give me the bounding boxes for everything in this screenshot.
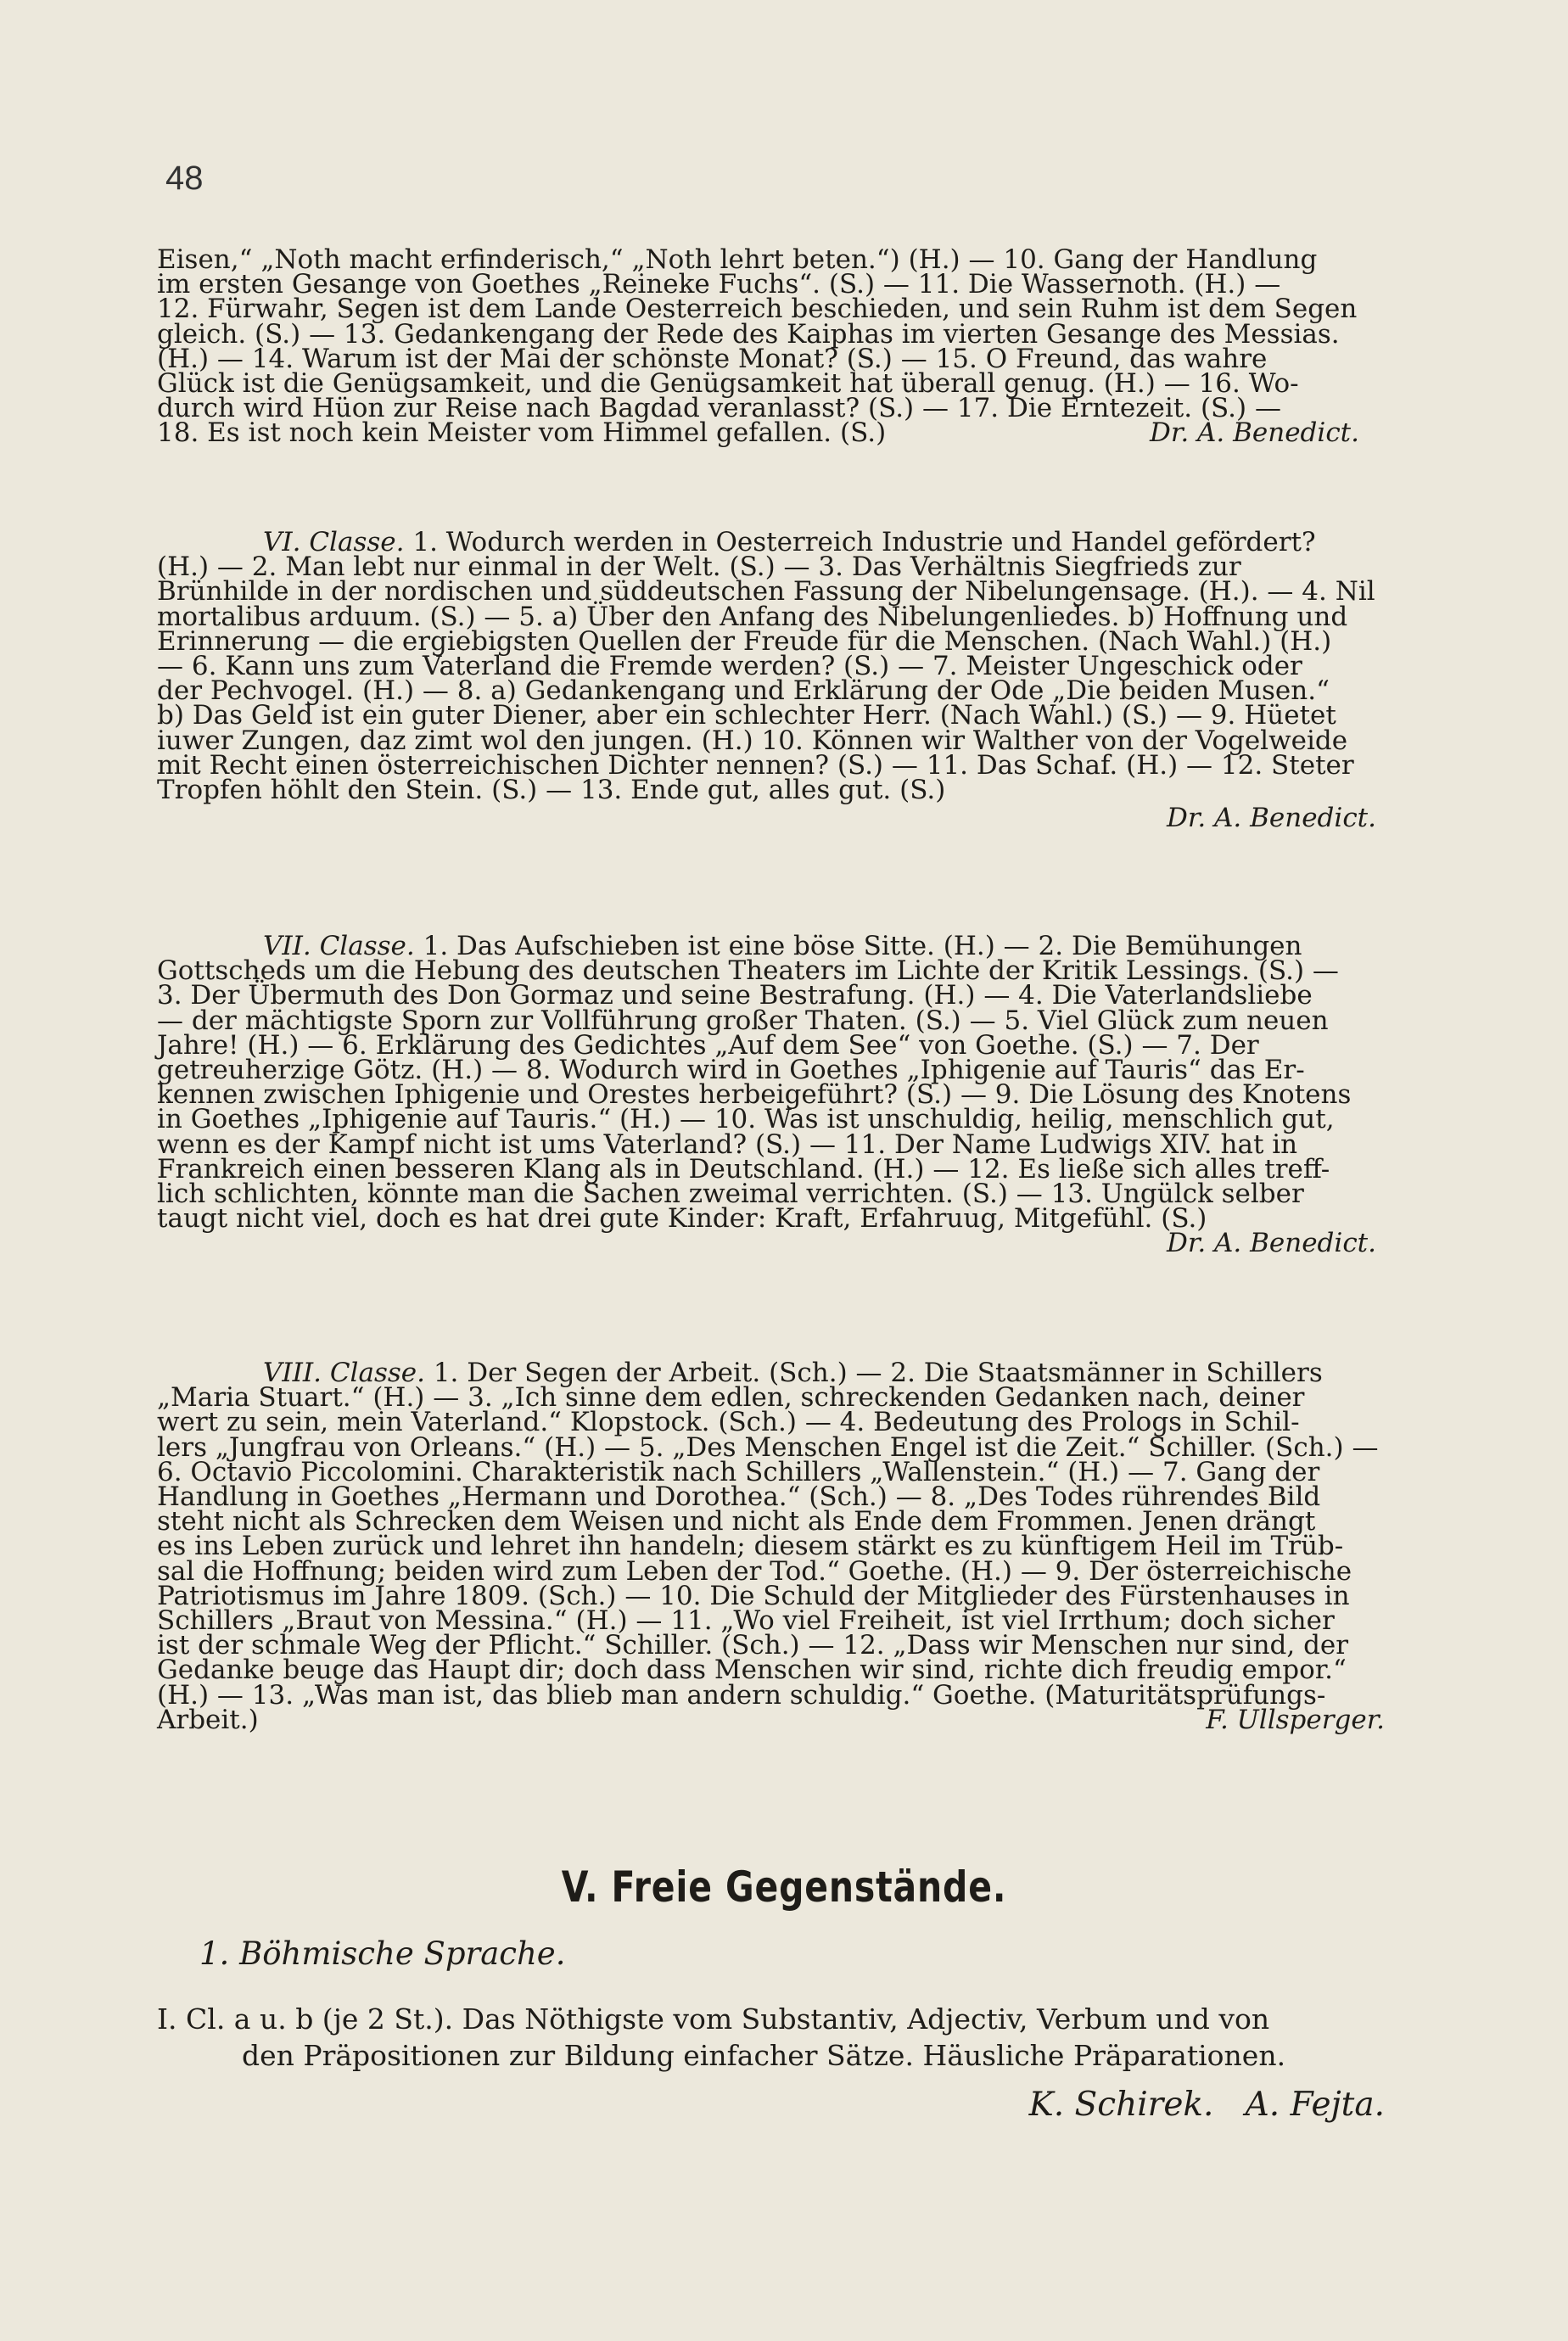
text-line-content: Arbeit.) <box>157 1704 259 1735</box>
text-line: Eisen,“ „Noth macht erfinderisch,“ „Noth lehrt beten.“) (H.) — 10. Gang der Handlung <box>157 244 1318 275</box>
text-line <box>157 1704 1419 1735</box>
essay-list-vi-classe <box>157 527 1419 834</box>
text-line: Erinnerung — die ergiebigsten Quellen der Freude für die Menschen. (Nach Wahl.) (H.) <box>157 625 1332 657</box>
text-line: Gottscheds um die Hebung des deutschen Theaters im Lichte der Kritik Lessings. (S.) — <box>157 955 1339 987</box>
text-line: lich schlichten, könnte man die Sachen zweimal verrichten. (S.) — 13. Ungülck selber <box>157 1179 1304 1210</box>
class-label: VII. Classe. <box>263 931 415 961</box>
teacher-signature: Dr. A. Benedict. <box>1150 417 1359 449</box>
class-label: VIII. Classe. <box>263 1358 425 1388</box>
text-line: Tropfen höhlt den Stein. (S.) — 13. Ende gut, alles gut. (S.) <box>157 775 946 806</box>
text-line: der Pechvogel. (H.) — 8. a) Gedankengang und Erklärung der Ode „Die beiden Musen.“ <box>157 675 1330 707</box>
text-line: mortalibus arduum. (S.) — 5. a) Über den Anfang des Nibelungenliedes. b) Hoffnung und <box>157 601 1348 632</box>
teacher-signature: F. Ullsperger. <box>1206 1704 1385 1735</box>
text-line: es ins Leben zurück und lehret ihn handeln; diesem stärkt es zu künftigem Heil im Trüb- <box>157 1531 1344 1562</box>
text-line: Schillers „Braut von Messina.“ (H.) — 11. „Wo viel Freiheit, ist viel Irrthum; doch sicher <box>157 1605 1335 1637</box>
teacher-signature: Dr. A. Benedict. <box>1167 1228 1376 1259</box>
text-line: „Maria Stuart.“ (H.) — 3. „Ich sinne dem edlen, schreckenden Gedanken nach, deiner <box>157 1382 1305 1414</box>
text-line: 12. Fürwahr, Segen ist dem Lande Oesterreich beschieden, und sein Ruhm ist dem Segen <box>157 294 1358 325</box>
text-line: getreuherzige Götz. (H.) — 8. Wodurch wird in Goethes „Iphigenie auf Tauris“ das Er- <box>157 1055 1305 1086</box>
text-line: steht nicht als Schrecken dem Weisen und nicht als Ende dem Frommen. Jenen drängt <box>157 1506 1316 1537</box>
text-line: Patriotismus im Jahre 1809. (Sch.) — 10. Die Schuld der Mitglieder des Fürstenhauses in <box>157 1580 1350 1611</box>
teacher-signature: Dr. A. Benedict. <box>1167 803 1376 834</box>
text-line: b) Das Geld ist ein guter Diener, aber ein schlechter Herr. (Nach Wahl.) (S.) — 9. Hüetet <box>157 700 1336 731</box>
text-line: Jahre! (H.) — 6. Erklärung des Gedichtes „Auf dem See“ von Goethe. (S.) — 7. Der <box>157 1029 1259 1061</box>
text-line-content: 18. Es ist noch kein Meister vom Himmel gefallen. (S.) <box>157 417 887 449</box>
class-label: VI. Classe. <box>263 527 405 557</box>
essay-list-viii-classe <box>157 1358 1419 1735</box>
text-line: 6. Octavio Piccolomini. Charakteristik nach Schillers „Wallenstein.“ (H.) — 7. Gang der <box>157 1456 1320 1487</box>
text-line <box>157 417 1419 449</box>
text-line: Frankreich einen besseren Klang als in Deutschland. (H.) — 12. Es ließe sich alles treff- <box>157 1153 1330 1185</box>
essay-list-v-classe-continued <box>157 244 1419 449</box>
text-line: — 6. Kann uns zum Vaterland die Fremde werden? (S.) — 7. Meister Ungeschick oder <box>157 651 1302 682</box>
page-number: 48 <box>165 160 204 197</box>
text-line: I. Cl. a u. b (je 2 St.). Das Nöthigste vom Substantiv, Adjectiv, Verbum und von <box>157 2002 1270 2036</box>
text-line-content: 1. Wodurch werden in Oesterreich Industrie und Handel gefördert? <box>412 527 1316 557</box>
text-line: Brünhilde in der nordischen und süddeutschen Fassung der Nibelungensage. (H.). — 4. Nil <box>157 576 1375 608</box>
text-line: (H.) — 14. Warum ist der Mai der schönste Monat? (S.) — 15. O Freund, das wahre <box>157 343 1268 374</box>
text-line: ist der schmale Weg der Pflicht.“ Schiller. (Sch.) — 12. „Dass wir Menschen nur sind, der <box>157 1630 1349 1661</box>
text-line-content: 1. Der Segen der Arbeit. (Sch.) — 2. Die Staatsmänner in Schillers <box>433 1358 1323 1388</box>
text-line: im ersten Gesange von Goethes „Reineke Fuchs“. (S.) — 11. Die Wassernoth. (H.) — <box>157 269 1281 300</box>
teacher-signature: K. Schirek. A. Fejta. <box>1028 2086 1385 2124</box>
text-line: (H.) — 2. Man lebt nur einmal in der Welt. (S.) — 3. Das Verhältnis Siegfrieds zur <box>157 552 1241 583</box>
text-line: Handlung in Goethes „Hermann und Dorothea.“ (Sch.) — 8. „Des Todes rührendes Bild <box>157 1481 1321 1513</box>
text-line: mit Recht einen österreichischen Dichter nennen? (S.) — 11. Das Schaf. (H.) — 12. Steter <box>157 749 1354 781</box>
text-line: iuwer Zungen, daz zimt wol den jungen. (H.) 10. Können wir Walther von der Vogelweide <box>157 725 1348 756</box>
text-line: durch wird Hüon zur Reise nach Bagdad veranlasst? (S.) — 17. Die Erntezeit. (S.) — <box>157 393 1281 424</box>
text-line: wenn es der Kampf nicht ist ums Vaterland? (S.) — 11. Der Name Ludwigs XIV. hat in <box>157 1128 1298 1160</box>
section-title: V. Freie Gegenstände. <box>561 1862 1007 1912</box>
text-line: den Präpositionen zur Bildung einfacher Sätze. Häusliche Präparationen. <box>242 2039 1286 2072</box>
text-line-content: 1. Das Aufschieben ist eine böse Sitte. (H.) — 2. Die Bemühungen <box>423 931 1302 961</box>
text-line: gleich. (S.) — 13. Gedankengang der Rede des Kaiphas im vierten Gesange des Messias. <box>157 318 1340 350</box>
text-line: wert zu sein, mein Vaterland.“ Klopstock. (Sch.) — 4. Bedeutung des Prologs in Schil- <box>157 1407 1300 1438</box>
essay-list-vii-classe <box>157 931 1419 1259</box>
text-line: taugt nicht viel, doch es hat drei gute Kinder: Kraft, Erfahruug, Mitgefühl. (S.) <box>157 1203 1207 1235</box>
text-line: in Goethes „Iphigenie auf Tauris.“ (H.) — 10. Was ist unschuldig, heilig, menschlich gut, <box>157 1104 1335 1135</box>
text-line: 3. Der Übermuth des Don Gormaz und seine Bestrafung. (H.) — 4. Die Vaterlandsliebe <box>157 980 1313 1011</box>
text-line: lers „Jungfrau von Orleans.“ (H.) — 5. „Des Menschen Engel ist die Zeit.“ Schiller. (Sch.) — <box>157 1431 1379 1463</box>
text-line: Gedanke beuge das Haupt dir; doch dass Menschen wir sind, richte dich freudig empor.“ <box>157 1655 1347 1686</box>
text-line: (H.) — 13. „Was man ist, das blieb man andern schuldig.“ Goethe. (Maturitätsprüfungs- <box>157 1679 1326 1711</box>
text-line: kennen zwischen Iphigenie und Orestes herbeigeführt? (S.) — 9. Die Lösung des Knotens <box>157 1079 1352 1111</box>
boehmische-sprache-entry <box>157 2001 1419 2130</box>
subject-heading: 1. Böhmische Sprache. <box>199 1935 566 1972</box>
text-line: Glück ist die Genügsamkeit, und die Genügsamkeit hat überall genug. (H.) — 16. Wo- <box>157 368 1299 400</box>
text-line: sal die Hoffnung; beiden wird zum Leben der Tod.“ Goethe. (H.) — 9. Der österreichische <box>157 1555 1352 1587</box>
text-line: — der mächtigste Sporn zur Vollführung großer Thaten. (S.) — 5. Viel Glück zum neuen <box>157 1005 1329 1036</box>
